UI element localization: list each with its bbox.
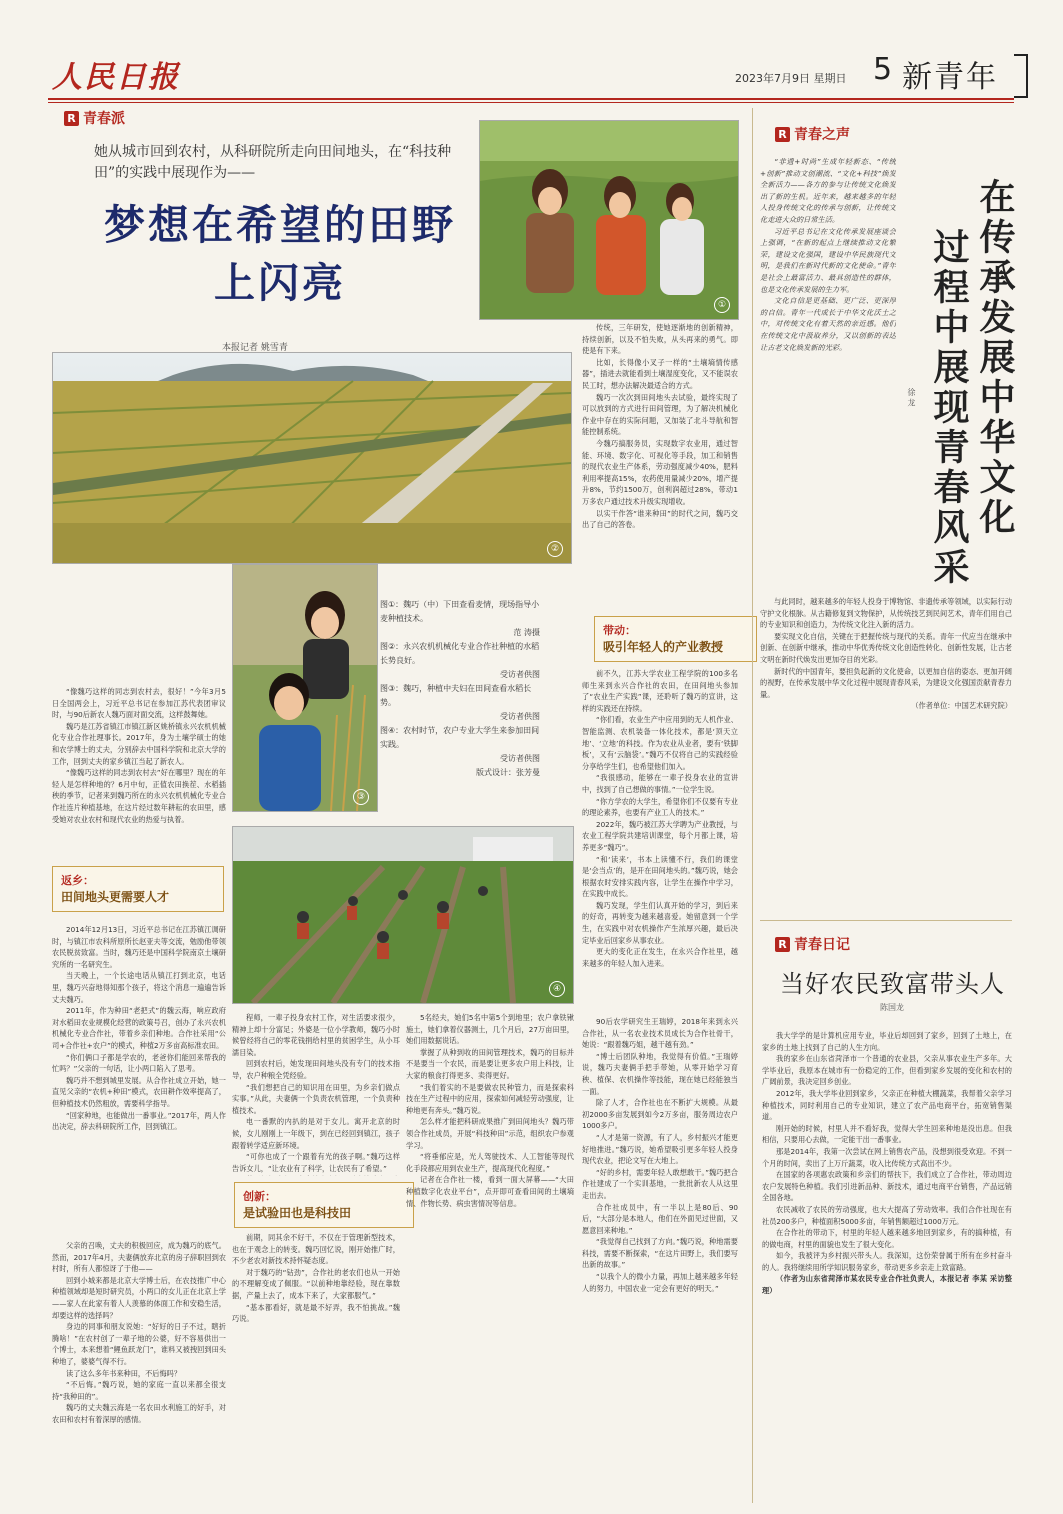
paragraph: 对于魏巧的“钻劲”，合作社的老农们也从一开始的不理解变成了佩服。“以前种地靠经验，现在靠数据，产量上去了，成本下来了，大家都服气。” — [232, 1267, 400, 1300]
paragraph: 文化自信是更基础、更广泛、更深厚的自信。青年一代成长于中华文化沃土之中，对传统文化有着天然的亲近感。他们在传统文化中汲取养分，又以创新的表达让古老文化焕发新的光彩。 — [760, 296, 896, 352]
column-divider — [752, 108, 753, 1503]
section-tag-qingchunzhisheng — [775, 124, 850, 144]
body-column-a — [52, 686, 226, 858]
diary-author: 陈国龙 — [880, 1003, 904, 1012]
paragraph: 传统，三年研发，使她逐渐地的创新精神，持续创新，以及不怕失败，从头再来的勇气。即使是有下来。 — [582, 323, 738, 356]
page-section-name: 新青年 — [902, 60, 998, 95]
paragraph: “你们俩口子都是学农的，老爸你们能回来帮我的忙吗？”父亲的一句话，让小两口陷入了思考。 — [52, 1052, 226, 1074]
header-rule — [48, 98, 1014, 100]
subhead-fanxiang — [52, 866, 224, 912]
caption-line: 图③：魏巧，种植中夫妇在田间查看水稻长势。 — [380, 684, 532, 707]
body-column-g — [582, 668, 738, 1012]
paragraph: 要实现文化自信，关键在于把握传统与现代的关系。青年一代应当在继承中创新、在创新中继承，推动中华优秀传统文化创造性转化、创新性发展，让古老文明在新时代焕发出更加夺目的光彩。 — [760, 631, 1012, 664]
header-corner-bracket — [1014, 54, 1028, 98]
paragraph: 2022年，魏巧被江苏大学聘为产业教授，与农业工程学院共建培训课堂，每个月都上课，培养更多“魏巧”。 — [582, 819, 738, 852]
paragraph: 身边的同事和朋友说她：“好好的日子不过，瞎折腾啥！”在农村创了一辈子地的公婆，好不容易供出一个博士，本来想着“鲤鱼跃龙门”，谁料又被拽回到田头种地了，婆婆气得不行。 — [52, 1322, 226, 1366]
paragraph: 在国家的各项惠农政策和乡亲们的帮扶下，我们成立了合作社，带动周边农户发展特色种植。我们引进新品种、新技术，通过电商平台销售，产品远销全国各地。 — [762, 1170, 1012, 1203]
paragraph: 读了这么多年书来种田，不后悔吗？ — [66, 1368, 182, 1378]
paragraph: 2012年，我大学毕业回到家乡，父亲正在种植大棚蔬菜，我帮着父亲学习种植技术，同时利用自己的专业知识，建立了农产品电商平台，拓宽销售渠道。 — [762, 1088, 1012, 1122]
paragraph: 更大的变化正在发生，在永兴合作社里，越来越多的年轻人加入进来。 — [582, 947, 738, 968]
paragraph: “我很感动，能够在一辈子投身农业的宣讲中，找到了自己想做的事情。”一位学生说。 — [582, 773, 738, 794]
paragraph: 魏巧一次次到田间地头去试验，最终实现了可以放到的方式进行田间管理，为了解决机械化作业中存在的实际问题，又加装了北斗导航和智能控制系统。 — [582, 392, 738, 437]
subhead-title: 田间地头更需要人才 — [61, 890, 170, 904]
section-tag-qingchunriji — [775, 934, 850, 954]
paragraph: 以实干作答“谁来种田”的时代之问，魏巧交出了自己的答卷。 — [582, 508, 738, 530]
section-tag-qingchunpai — [64, 108, 125, 128]
diary-body — [762, 1030, 1012, 1502]
paragraph: 5名经夫，她们5名中第5个到地里；农户拿铁锹施土，她们拿着仪器测土，几个月后，27万亩田里，她们用数据说话。 — [406, 1013, 574, 1046]
paragraph: 父亲的召唤，丈夫的积极回应，成为魏巧的底气。然而，2017年4月，夫妻俩放弃北京的房子辞职回到农村时，所有人都惊讶了于他—— — [52, 1241, 226, 1274]
header-rule-thin — [48, 102, 1014, 103]
paragraph: 与此同时，越来越多的年轻人投身于博物馆、非遗传承等领域，以实际行动守护文化根脉。从古籍修复到文物保护，从传统技艺到民间艺术，青年们用自己的专业知识和创造力，为传统文化注入新的活力。 — [760, 597, 1012, 630]
caption-credit: 受访者供图 — [500, 670, 540, 679]
paragraph: “你方学农的大学生，希望你们不仅要有专业的理论素养，也要有产业工人的技术。” — [582, 796, 738, 818]
photo-number: ③ — [353, 789, 369, 805]
photo-number: ① — [714, 297, 730, 313]
paragraph: “我们着实的不是要做农民种管力，而是探索科技在生产过程中的应用，探索如何减轻劳动强度，让种地更有奔头。”魏巧说。 — [406, 1082, 574, 1115]
subhead-label: 返乡： — [61, 874, 94, 887]
paragraph: “基本都看好，就是最不好弄，我不怕挑战。”魏巧说。 — [232, 1302, 400, 1324]
paragraph: 掌握了从种到收的田间管理技术，魏巧的目标并不是要当一个农民，而是要让更多农户用上科技，让大家的粮食打得更多、卖得更好。 — [406, 1047, 574, 1080]
caption-line: 图④：农村时节，农户专业大学生来参加田间实践。 — [380, 726, 540, 749]
paragraph: 那是2014年，我第一次尝试在网上销售农产品，没想到很受欢迎。不到一个月的时间，卖出了上万斤蔬菜，收入比传统方式高出不少。 — [762, 1146, 1012, 1168]
diary-title: 当好农民致富带头人 — [780, 970, 1005, 998]
paragraph: 农民减收了农民的劳动强度，也大大提高了劳动效率。我们合作社现在有社员200多户，种植面积5000多亩，年销售额超过1000万元。 — [762, 1204, 1012, 1226]
photo-2-aerial-farmland — [52, 352, 572, 564]
paragraph: 怎么样才能把科研成果推广到田间地头？魏巧带领合作社成员，开展“科技种田”示范，组织农户参观学习。 — [406, 1117, 574, 1150]
section-r-icon: R — [64, 111, 79, 126]
caption-credit: 范 涛摄 — [513, 628, 540, 637]
paragraph: 刚开始的时候，村里人并不看好我，觉得大学生回来种地是没出息。但我相信，只要用心去做，一定能干出一番事业。 — [762, 1123, 1012, 1145]
layout-credit: 版式设计：张芳曼 — [476, 768, 540, 777]
opinion-body-intro — [760, 156, 896, 572]
section-label: 青春日记 — [794, 937, 850, 953]
paragraph: “你们看，农业生产中应用到的无人机作业、智能监测、农机装备一体化技术，都是‘顶天立地’、‘立地’的科技。作为农业从业者，要有‘铁脚板’，又有‘云脑袋’。”魏巧不仅将自己的实践经验分享给学生们，也希望他们加入。 — [582, 715, 738, 771]
paragraph: 我大学学的是计算机应用专业，毕业后却回到了家乡，回到了土地上，在家乡的土地上找到了自己的人生方向。 — [762, 1031, 1012, 1052]
subhead-title: 吸引年轻人的产业教授 — [603, 640, 724, 654]
paragraph: “博士后团队种地，我觉得有价值。”王瑞婷说，魏巧夫妻俩手把手带她，从零开始学习育秧、植保、农机操作等技能，现在她已经能独当一面。 — [582, 1051, 738, 1096]
body-column-h — [582, 1016, 738, 1502]
caption-credit: 受访者供图 — [500, 712, 540, 721]
newspaper-logo: 人民日报 — [52, 60, 180, 95]
body-column-b — [52, 924, 226, 1236]
author-note: （作者为山东省菏泽市某农民专业合作社负责人，本报记者 李某 采访整理） — [762, 1274, 1012, 1296]
paragraph: 回到小城来都是北京大学博士后，在农技推广中心种植领域却是短时研究员，小两口的女儿正在北京上学——家人在此家有着人人羡慕的体面工作和安稳生活，却要这样的选择吗？ — [52, 1275, 226, 1320]
section-divider — [760, 920, 1012, 921]
paragraph: “非遗+时尚”生成年轻新态、“传统+创新”推动文创潮流、“文化+科技”焕发全新活力——各方的参与让传统文化焕发出了新的生机。近年来，越来越多的年轻人投身传统文化的传承与创新，让传统文化走进大众的日常生活。 — [760, 157, 896, 224]
body-column-j — [232, 1232, 400, 1502]
paragraph: “我觉得自己找到了方向。”魏巧说，种地需要科技，需要不断探索，“在这片田野上，我们要写出新的故事。” — [582, 1237, 738, 1270]
issue-date: 2023年7月9日 星期日 — [735, 72, 847, 85]
subhead-chuangxin — [234, 1182, 414, 1228]
photo-4-planting-field — [232, 826, 574, 1004]
paragraph: 我的家乡在山东省菏泽市一个普通的农业县，父亲从事农业生产多年。大学毕业后，我原本在城市有一份稳定的工作，但看到家乡发展的变化和农村的广阔前景，我决定回乡创业。 — [762, 1054, 1012, 1087]
paragraph — [232, 1174, 400, 1176]
paragraph: 如今，我被评为乡村振兴带头人。我深知，这份荣誉属于所有在乡村奋斗的人。我将继续用所学知识服务家乡，带动更多乡亲走上致富路。 — [762, 1251, 1012, 1272]
opinion-body-main — [760, 596, 1012, 912]
photo-1-field-people — [479, 120, 739, 320]
paragraph: 比如，长得像小叉子一样的“土壤墒情传感器”，插进去就能看到土壤湿度变化，又不能误农民工时，想办法解决最适合的方式。 — [582, 357, 738, 390]
photo-captions — [380, 598, 540, 780]
paragraph: 前不久，江苏大学农业工程学院的100多名师生来到永兴合作社的农田，在田间地头参加了“农业生产实践”课，还聆听了魏巧的宣讲，这样的实践还在持续。 — [582, 669, 738, 713]
caption-credit: 受访者供图 — [500, 754, 540, 763]
opinion-author: 徐 龙 — [907, 388, 916, 407]
caption-line: 图②：永兴农机机械化专业合作社种植的水稻长势良好。 — [380, 642, 540, 665]
subhead-label: 带动： — [603, 624, 636, 637]
paragraph: “将垂郁应是，光人驾驶技术、人工智能等现代化手段都应用到农业生产，提高现代化程度。” — [406, 1152, 574, 1173]
subhead-label: 创新： — [243, 1190, 276, 1203]
paragraph: “好的乡村，需要年轻人敢想敢干。”魏巧把合作社建成了一个实训基地，一批批新农人从这里走出去。 — [582, 1167, 738, 1200]
paragraph: 魏巧并不想到城里发展。从合作社成立开始，她一直见父亲的“农机+种田”模式，农田耕作效率提高了，但种植技术仍然粗放，需要科学指导。 — [52, 1075, 226, 1108]
paragraph: “可你也成了一个跟着有光的孩子啊。”魏巧这样告诉女儿，“让农业有了科学，让农民有了希望。” — [232, 1152, 400, 1173]
body-column-d — [232, 1012, 400, 1176]
paragraph: 新时代的中国青年，要担负起新的文化使命，以更加自信的姿态、更加开阔的视野，在传承发展中华文化过程中展现青春风采，为建设文化强国贡献青春力量。 — [760, 666, 1012, 699]
opinion-title-line-1: 在传承发展中华文化 — [974, 178, 1016, 538]
paragraph: “和‘读来’，书本上读懂不行，我们的课堂是‘会当点’的，是开在田间地头的。”魏巧说，她会根据农时安排实践内容，让学生在操作中学习，在实践中成长。 — [582, 854, 738, 899]
paragraph: “不后悔。”魏巧说，她的家庭一直以来都全很支持“我种田的”。 — [52, 1380, 226, 1401]
opinion-title-line-2: 过程中展现青春风采 — [928, 228, 970, 588]
paragraph: “我们想把自己的知识用在田里，为乡亲们做点实事。”从此，夫妻俩一个负责农机管理，一个负责种植技术。 — [232, 1082, 400, 1115]
paragraph: 2011年，作为种田“老把式”的魏云海，响应政府对水稻田农业规模化经营的政策号召，创办了永兴农机机械化专业合作社，带着乡亲们种地。合作社采用“公司+合作社+农户”的模式，种植2万多亩高标准农田。 — [52, 1006, 226, 1050]
paragraph: 魏巧发现，学生们认真开始的学习，到后来的好奇，再转变为越来越喜爱。她留意到一个学生，在实践中对农机操作产生浓厚兴趣，最后决定毕业后回家乡从事农业。 — [582, 900, 738, 945]
paragraph: “回家种地，也能做出一番事业。”2017年，两人作出决定，辞去科研院所工作，回到镇江。 — [52, 1110, 226, 1132]
section-label: 青春派 — [83, 111, 125, 127]
paragraph: 电一番默的内扒的是对于女儿。寓开北京的时候，女儿刚刚上一年级下，到在已经回到镇江，孩子跟着转学适应新环境。 — [232, 1117, 400, 1150]
author-note: （作者单位：中国艺术研究院） — [911, 701, 1012, 711]
subhead-daidong — [594, 616, 757, 662]
paragraph: “人才是第一资源，有了人，乡村振兴才能更好地推进。”魏巧说，她希望吸引更多年轻人投身现代农业，把论文写在大地上。 — [582, 1132, 738, 1166]
page-number: 5 — [873, 52, 893, 87]
subhead-title: 是试验田也是科技田 — [243, 1206, 352, 1220]
paragraph: “以我个人的微小力量，再加上越来越多年轻人的努力，中国农业一定会有更好的明天。” — [582, 1272, 738, 1293]
photo-number: ② — [547, 541, 563, 557]
body-column-e — [406, 1012, 574, 1502]
article-headline: 梦想在希望的田野上闪亮 — [104, 201, 456, 307]
photo-3-couple-portrait — [232, 564, 378, 812]
paragraph: 习近平总书记在文化传承发展座谈会上强调，“在新的起点上继续推动文化繁荣，建设文化强国，建设中华民族现代文明，是我们在新时代新的文化使命。”青年是社会上最富活力、最具创造性的群体，也是文化传承发展的生力军。 — [760, 226, 896, 294]
article-kicker: 她从城市回到农村，从科研院所走向田间地头，在“科技种田”的实践中展现作为—— — [94, 144, 452, 181]
paragraph: 前期，同其余不好干，不仅在于管理新型技术，也在于观念上的转变。魏巧回忆说，刚开始推广时，不少老农对新技术持怀疑态度。 — [232, 1233, 400, 1266]
body-column-c — [52, 1240, 226, 1502]
section-r-icon: R — [775, 937, 790, 952]
paragraph: 在合作社的带动下，村里的年轻人越来越多地回到家乡，有的搞种植，有的做电商，村里的面貌也发生了很大变化。 — [762, 1228, 1012, 1249]
photo-number: ④ — [549, 981, 565, 997]
paragraph: 魏巧是江苏省镇江市镇江新区姚桥镇永兴农机机械化专业合作社理事长。2017年，身为土壤学硕士的她和农学博士的丈夫，分别辞去中国科学院和北京大学的工作，回到丈夫的家乡镇江当起了新农人。 — [52, 721, 226, 766]
paragraph: 当天晚上，一个长途电话从镇江打到北京，电话里，魏巧兴奋地得知那个孩子，将这个消息一遍遍告诉丈夫魏巧。 — [52, 971, 226, 1004]
caption-line: 图①：魏巧（中）下田查看麦情，现场指导小麦种植技术。 — [380, 600, 540, 623]
section-label: 青春之声 — [794, 127, 850, 143]
paragraph: 2014年12月13日，习近平总书记在江苏镇江调研时，与镇江市农科所原所长赵亚夫等交流，勉励他带领农民脱贫致富。当时，魏巧还是中国科学院南京土壤研究所的一名研究生。 — [52, 925, 226, 969]
article-byline: 本报记者 姚雪青 — [222, 343, 288, 353]
paragraph: 今魏巧搞服务员，实现数字农业用，通过智能、环境、数字化、可视化等手段，加工和销售的现代农业生产体系，劳动强度减少40%，肥料利用率提高15%，农药使用量减少20%，增产提升8%，节约1500万，创利润超过28%，带动1万多农户通过技术升级实现增收。 — [582, 438, 738, 506]
paragraph: 记者在合作社一楼，看到一面大屏幕——“大田种植数字化农业平台”，点开即可查看田间的土壤墒情、作物长势、病虫害情况等信息。 — [406, 1175, 574, 1208]
paragraph: 除了人才，合作社也在不断扩大规模。从最初2000多亩发展到如今2万多亩，服务周边农户1000多户。 — [582, 1098, 738, 1131]
paragraph: “像魏巧这样的同志到农村去”好在哪里？现在的年轻人是怎样种地的？6月中旬，正值农田换茬、水稻插秧的季节，记者来到魏巧所在的永兴农机机械化专业合作社连片种植基地，在这片经过数年耕耘的农田里，感受她对农业农村和现代农业的热爱与执着。 — [52, 768, 226, 824]
paragraph: 程师，一辈子投身农村工作，对生活要求很少，精神上却十分富足；外婆是一位小学教师，魏巧小时候曾经将自己的零花钱捐给村里的贫困学生，从小耳濡目染。 — [232, 1013, 400, 1057]
paragraph: 合作社成员中，有一半以上是80后、90后，“大部分是本地人，他们在外面见过世面，又愿意回来种地。” — [582, 1202, 738, 1235]
body-column-f — [582, 322, 738, 608]
paragraph: “像魏巧这样的同志到农村去，很好！”今年3月5日全国两会上，习近平总书记在参加江苏代表团审议时，与90后新农人魏巧面对面交流，这样鼓舞她。 — [52, 687, 226, 720]
paragraph: 90后农学研究生王瑞婷，2018年来到永兴合作社，从一名农业技术员成长为合作社骨干，她说：“跟着魏巧姐，越干越有劲。” — [582, 1017, 738, 1050]
section-r-icon: R — [775, 127, 790, 142]
paragraph: 回到农村后，她发现田间地头没有专门的技术指导，农户种粮全凭经验。 — [232, 1059, 400, 1080]
paragraph: 魏巧的丈夫魏云海是一名农田水利施工的好手，对农田和农村有着深厚的感情。 — [52, 1403, 226, 1424]
